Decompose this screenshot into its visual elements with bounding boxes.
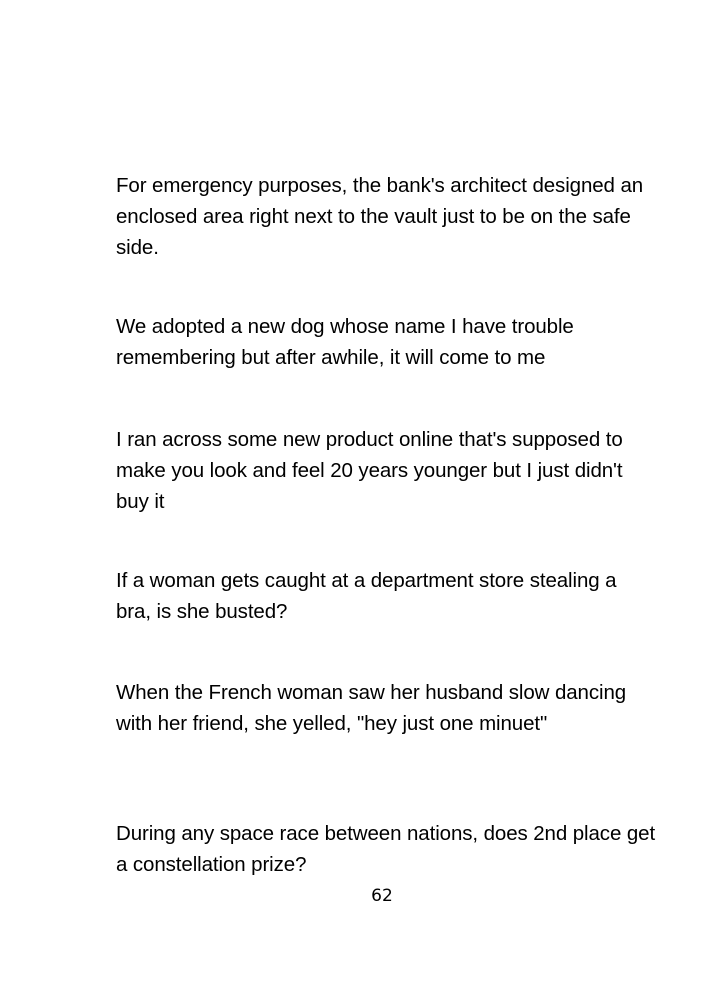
page-number: 62 [371,886,393,906]
joke-paragraph: If a woman gets caught at a department store stealing a bra, is she busted? [116,569,617,623]
joke-paragraph: I ran across some new product online that's supposed to make you look and feel 20 years younger but I just didn't buy it [116,428,623,513]
joke-paragraph: When the French woman saw her husband slow dancing with her friend, she yelled, "hey just one minuet" [116,681,627,735]
joke-paragraph: For emergency purposes, the bank's architect designed an enclosed area right next to the vault just to be on the safe side. [116,174,644,259]
joke-paragraph: We adopted a new dog whose name I have trouble remembering but after awhile, it will come to me [116,315,574,369]
joke-paragraph: During any space race between nations, does 2nd place get a constellation prize? [116,822,656,876]
